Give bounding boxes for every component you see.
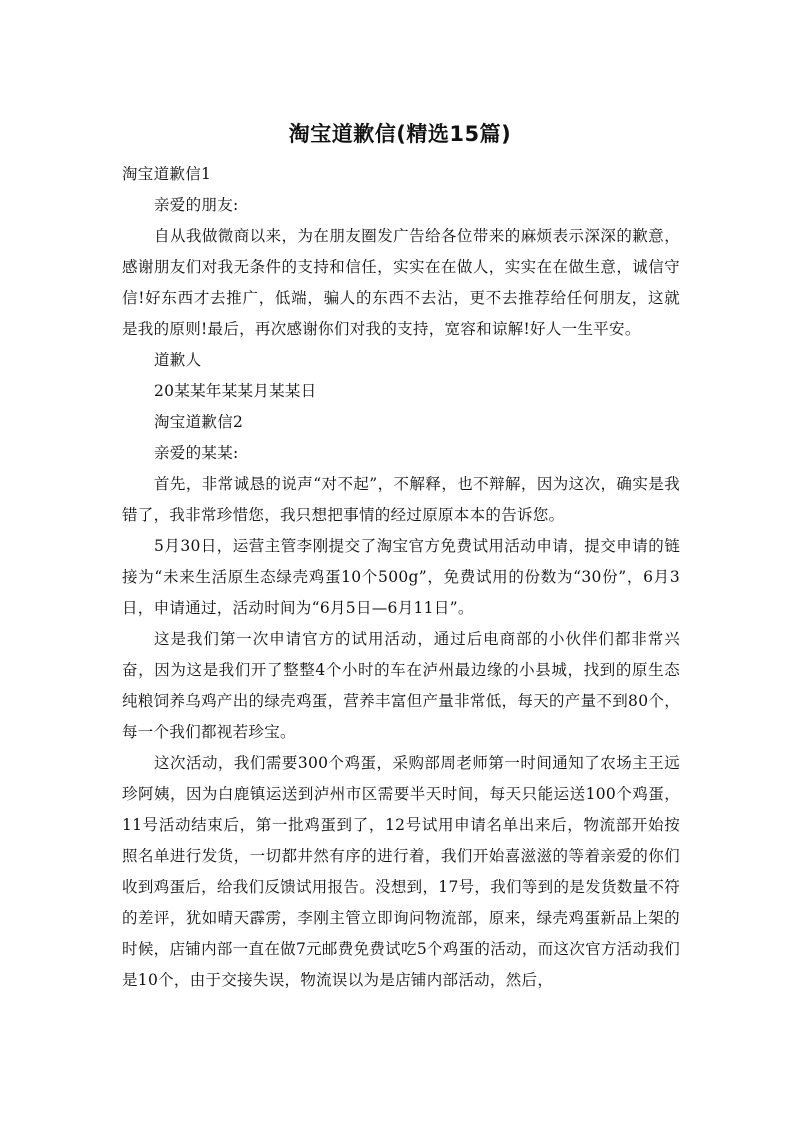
salutation-1: 亲爱的朋友: bbox=[154, 196, 239, 214]
letter-2-paragraph-3: 这是我们第一次申请官方的试用活动，通过后电商部的小伙伴们都非常兴奋，因为这是我们开了整整4个小时的车在泸州最边缘的小县城，找到的原生态纯粮饲养乌鸡产出的绿壳鸡蛋，营养丰富但产量非常低，每天的产量不到80个，每一个我们都视若珍宝。 bbox=[122, 630, 680, 741]
salutation-2: 亲爱的某某: bbox=[154, 444, 239, 462]
document-body bbox=[122, 159, 680, 996]
letter-1-body: 自从我做微商以来，为在朋友圈发广告给各位带来的麻烦表示深深的歉意，感谢朋友们对我无条件的支持和信任，实实在在做人，实实在在做生意，诚信守信!好东西才去推广，低端，骗人的东西不去沾，更不去推荐给任何朋友，这就是我的原则!最后，再次感谢你们对我的支持，宽容和谅解!好人一生平安。 bbox=[122, 227, 680, 338]
letter-2-paragraph-4: 这次活动，我们需要300个鸡蛋，采购部周老师第一时间通知了农场主王远珍阿姨，因为白鹿镇运送到泸州市区需要半天时间，每天只能运送100个鸡蛋，11号活动结束后，第一批鸡蛋到了，12号试用申请名单出来后，物流部开始按照名单进行发货，一切都井然有序的进行着，我们开始喜滋滋的等着亲爱的你们收到鸡蛋后，给我们反馈试用报告。没想到，17号，我们等到的是发货数量不符的差评，犹如晴天霹雳，李刚主管立即询问物流部，原来，绿壳鸡蛋新品上架的时候，店铺内部一直在做7元邮费免费试吃5个鸡蛋的活动，而这次官方活动我们是10个，由于交接失误，物流误以为是店铺内部活动，然后， bbox=[122, 754, 680, 989]
document-title: 淘宝道歉信(精选15篇) bbox=[288, 122, 512, 146]
letter-1-signer: 道歉人 bbox=[154, 351, 202, 369]
letter-2-paragraph-1: 首先，非常诚恳的说声“对不起”，不解释，也不辩解，因为这次，确实是我错了，我非常珍惜您，我只想把事情的经过原原本本的告诉您。 bbox=[122, 475, 680, 524]
section-heading-1: 淘宝道歉信1 bbox=[122, 165, 212, 183]
section-heading-2: 淘宝道歉信2 bbox=[154, 413, 244, 431]
letter-2-paragraph-2: 5月30日，运营主管李刚提交了淘宝官方免费试用活动申请，提交申请的链接为“未来生活原生态绿壳鸡蛋10个500g”，免费试用的份数为“30份”，6月3日，申请通过，活动时间为“6月5日—6月11日”。 bbox=[122, 537, 680, 617]
letter-1-date: 20某某年某某月某某日 bbox=[154, 382, 317, 400]
